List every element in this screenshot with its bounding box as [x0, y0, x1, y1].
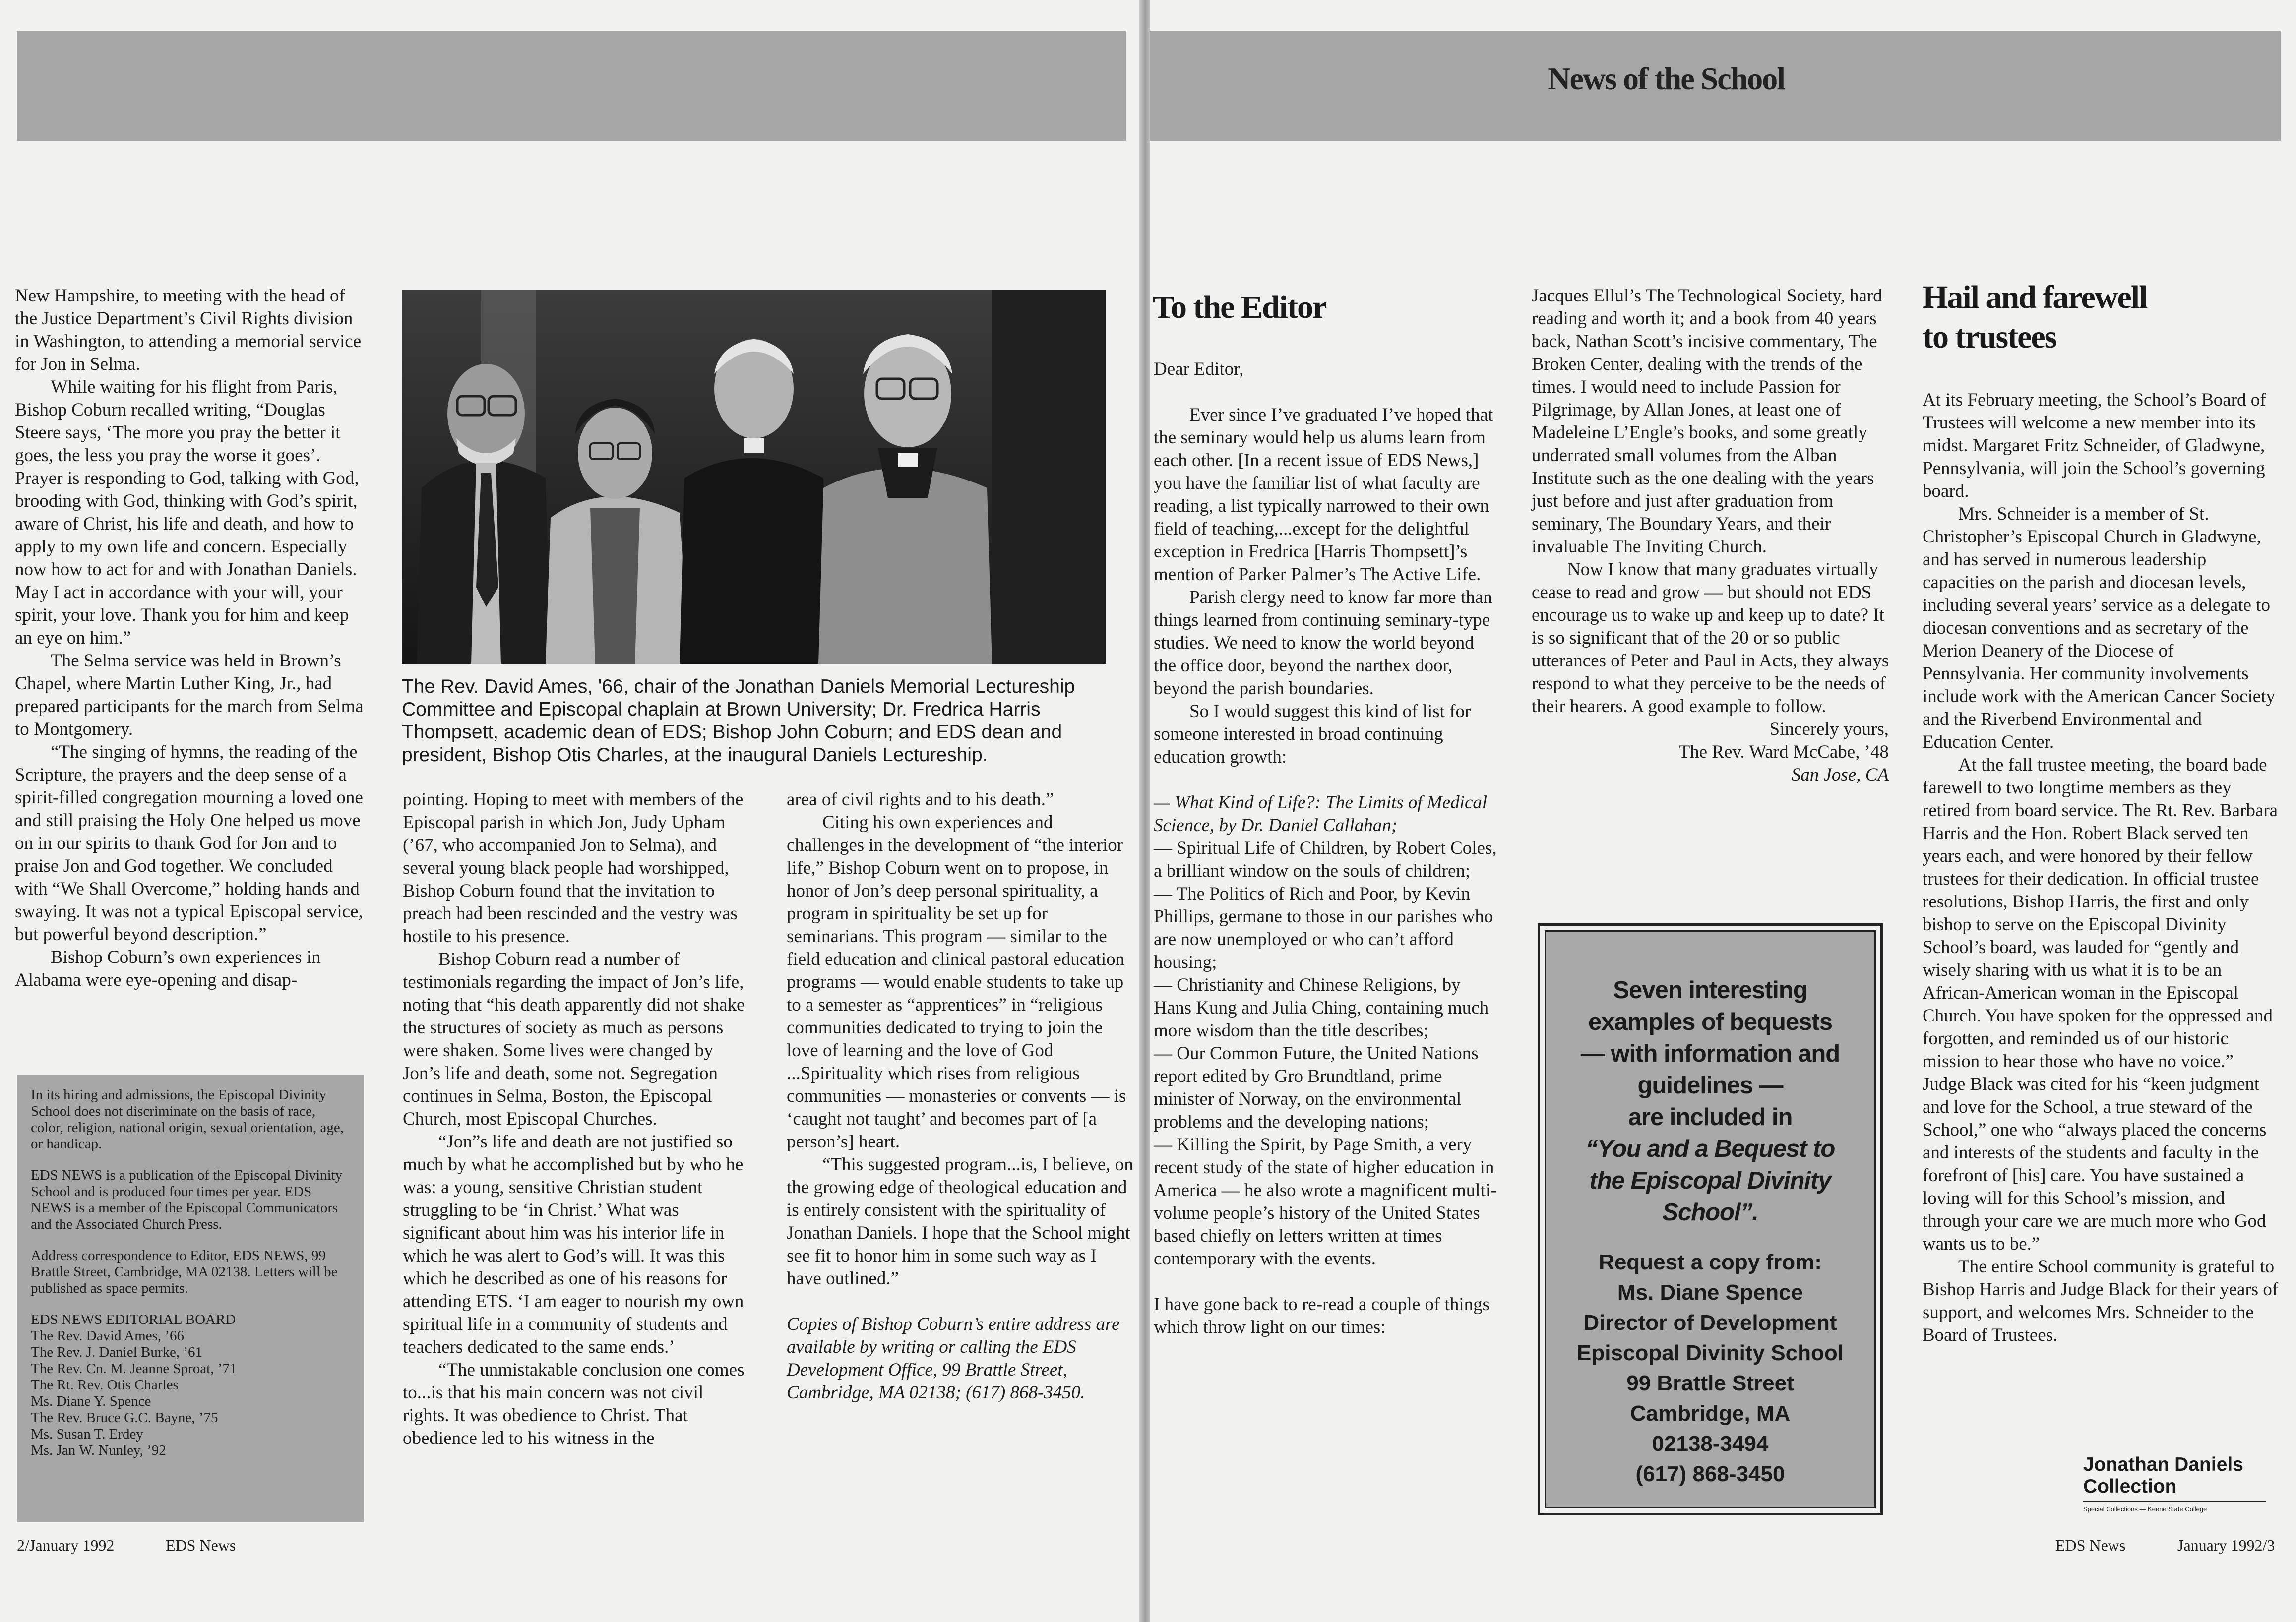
paragraph: Now I know that many graduates virtually cease to read and grow — but should not EDS encourage us to wake up and keep up to date? It is so significant that of the 20 or so public utterances of Peter and Paul in Acts, they always respond to what they perceive to be the needs of their hearers. A good example to follow.: [1532, 559, 1889, 717]
ad-contact: Director of Development: [1583, 1311, 1837, 1335]
paragraph: Ever since I’ve graduated I’ve hoped that the seminary would help us alums learn from each other. [In a recent issue of EDS News,] you have the familiar list of what faculty are reading, a list typically narrowed to their own field of teaching,...except for the delightful exception in Fredrica [Harris Thompsett]’s mention of Parker Palmer’s The Active Life.: [1154, 405, 1493, 585]
paragraph: “The singing of hymns, the reading of the Scripture, the prayers and the deep sense of a spirit-filled congregation mourning a loved one and still praising the Holy One helped us move on in our spirits to thank God for Jon and to praise Jon and God together. We concluded with “We Shall Overcome,” holding hands and swaying. It was not a typical Episcopal service, but powerful beyond description.”: [15, 742, 363, 945]
paragraph: At its February meeting, the School’s Board of Trustees will welcome a new member into its midst. Margaret Fritz Schneider, of Gladwyne, Pennsylvania, will join the School’s governing board.: [1923, 390, 2266, 501]
header-band: [17, 31, 1126, 141]
trustees-column: [1923, 389, 2280, 1347]
trustees-headline: [1923, 278, 2147, 357]
masthead-infobox: [17, 1075, 364, 1522]
reading-list-item: — Christianity and Chinese Religions, by Hans Kung and Julia Ching, containing much more wisdom than the title describes;: [1154, 975, 1489, 1041]
ad-booklet-title: “You and a Bequest to: [1585, 1136, 1835, 1162]
paragraph: “The unmistakable conclusion one comes to...is that his main concern was not civil rights. It was obedience to Christ. That obedience led to his witness in the: [403, 1360, 745, 1448]
paragraph: Jacques Ellul’s The Technological Society, hard reading and worth it; and a book from 40 years back, Nathan Scott’s incisive commentary, The Broken Center, dealing with the trends of the times. I would need to include Passion for Pilgrimage, by Allan Jones, at least one of Madeleine L’Engle’s books, and some greatly underrated small volumes from the Alban Institute such as the one dealing with the years just before and just after graduation from seminary, The Boundary Years, and their invaluable The Inviting Church.: [1532, 286, 1882, 557]
page-number-right: January 1992/3: [2177, 1536, 2275, 1554]
ad-contact: Request a copy from:: [1599, 1250, 1822, 1274]
paragraph: “This suggested program...is, I believe, on the growing edge of theological education and is entirely consistent with the spirituality of Jonathan Daniels. I hope that the School might see fit to honor him in some such way as I have outlined.”: [787, 1154, 1133, 1289]
collection-stamp-title: Jonathan Daniels: [2083, 1454, 2243, 1475]
reading-list-item: — Killing the Spirit, by Page Smith, a very recent study of the state of higher education in America — he also wrote a magnificent multi-volume people’s history of the United States based chiefly on letters written at times contemporary with the events.: [1154, 1135, 1497, 1269]
paragraph: At the fall trustee meeting, the board bade farewell to two longtime members as they retired from board service. The Rt. Rev. Barbara Harris and the Hon. Robert Black served ten years each, and were honored by their fellow trustees for their dedication. In official trustee resolutions, Bishop Harris, the first and only bishop to serve on the Episcopal Divinity School’s board, was lauded for “gently and wisely sharing with us what it is to be an African-American woman in the Episcopal Church. You have spoken for the oppressed and forgotten, and reminded us of our historic mission to hear those who have no voice.” Judge Black was cited for his “keen judgment and love for the School, a true steward of the School,” one who “always placed the concerns and interests of the students and faculty in the forefront of [his] care. You have sustained a loving will for this School’s mission, and through your care we are much more who God wants us to be.”: [1923, 755, 2278, 1254]
reading-list-item: — What Kind of Life?: The Limits of Medical Science, by Dr. Daniel Callahan;: [1154, 792, 1488, 836]
paragraph: Bishop Coburn’s own experiences in Alabama were eye-opening and disap-: [15, 947, 321, 990]
ad-contact: Ms. Diane Spence: [1617, 1280, 1803, 1305]
bequest-advertisement: [1538, 923, 1883, 1515]
paragraph: Parish clergy need to know far more than things learned from continuing seminary-type studies. We need to know the world beyond the office door, beyond the narthex door, beyond the parish boundaries.: [1154, 587, 1492, 699]
board-member: The Rev. David Ames, ’66: [31, 1328, 185, 1344]
publication-name-left: EDS News: [166, 1536, 236, 1554]
letter-signature: The Rev. Ward McCabe, ’48: [1678, 742, 1889, 762]
right-page: [1150, 0, 2296, 1622]
ad-text: examples of bequests: [1588, 1009, 1832, 1035]
section-title: News of the School: [1548, 61, 1785, 96]
paragraph: “Jon”s life and death are not justified so much by what he accomplished but by who he was: a young, sensitive Christian student struggling to be ‘in Christ.’ What was significant about him was his interior life in which he was alert to God’s will. It was this which he described as one of his reasons for attending ETS. ‘I am eager to nourish my own spiritual life in a community of students and teachers dedicated to the same ends.’: [403, 1132, 744, 1357]
trustees-headline-line: Hail and farewell: [1923, 279, 2147, 315]
collection-stamp: [2083, 1454, 2266, 1513]
board-member: The Rt. Rev. Otis Charles: [31, 1377, 179, 1393]
letter-location: San Jose, CA: [1791, 765, 1889, 785]
ad-text: are included in: [1628, 1104, 1793, 1131]
article-column-2: [403, 788, 750, 1450]
paragraph: Mrs. Schneider is a member of St. Christopher’s Episcopal Church in Gladwyne, and has served in numerous leadership capacities on the parish and diocesan levels, including several years’ service as a delegate to diocesan conventions and as secretary of the Merion Deanery of the Diocese of Pennsylvania. Her community involvements include work with the American Cancer Society and the Riverbend Environmental and Education Center.: [1923, 504, 2276, 752]
paragraph: The Selma service was held in Brown’s Chapel, where Martin Luther King, Jr., had prepared participants for the march from Selma to Montgomery.: [15, 651, 364, 739]
ad-booklet-title: School”.: [1662, 1199, 1758, 1226]
bequest-advertisement-panel: [1545, 930, 1876, 1508]
letter-column-1: [1154, 358, 1501, 1339]
correspondence-address: Address correspondence to Editor, EDS NEWS, 99 Brattle Street, Cambridge, MA 02138. Letters will be published as space permits.: [31, 1248, 338, 1296]
paragraph: The entire School community is grateful to Bishop Harris and Judge Black for their years of support, and welcomes Mrs. Schneider to the Board of Trustees.: [1923, 1257, 2279, 1345]
article-column-3: [787, 788, 1134, 1404]
address-note: Copies of Bishop Coburn’s entire address are available by writing or calling the EDS Development Office, 99 Brattle Street, Cambridge, MA 02138; (617) 868-3450.: [787, 1314, 1120, 1403]
letter-column-2: [1532, 285, 1899, 786]
paragraph: pointing. Hoping to meet with members of the Episcopal parish in which Jon, Judy Upham (’67, who accompanied Jon to Selma), and several young black people had worshipped, Bishop Coburn found that the invitation to preach had been rescinded and the vestry was hostile to his presence.: [403, 789, 744, 947]
board-member: Ms. Diane Y. Spence: [31, 1393, 151, 1409]
ad-contact: 02138-3494: [1652, 1432, 1769, 1456]
publication-statement: EDS NEWS is a publication of the Episcopal Divinity School and is produced four times per year. EDS NEWS is a member of the Episcopal Communicators and the Associated Church Press.: [31, 1167, 343, 1232]
reading-list-item: — Our Common Future, the United Nations report edited by Gro Brundtland, prime minister of Norway, on the environmental problems and the developing nations;: [1154, 1043, 1479, 1132]
collection-stamp-rule: [2083, 1501, 2266, 1502]
photo-illustration: [402, 290, 1106, 664]
ad-contact: 99 Brattle Street: [1626, 1371, 1794, 1395]
editor-headline: To the Editor: [1153, 289, 1326, 325]
board-member: The Rev. Bruce G.C. Bayne, ’75: [31, 1410, 218, 1426]
reading-list-item: — The Politics of Rich and Poor, by Kevin Phillips, germane to those in our parishes who are now unemployed or who can’t afford housing;: [1154, 884, 1493, 972]
paragraph: Citing his own experiences and challenges in the development of “the interior life,” Bishop Coburn went on to propose, in honor of Jon’s deep personal spirituality, a program in spirituality be set up for seminarians. This program — similar to the field education and clinical pastoral education programs — would enable students to take up to a semester as “apprentices” in “religious communities dedicated to trying to join the love of learning and the love of God ...Spirituality which rises from religious communities — monasteries or convents — is ‘caught not taught’ and becomes part of [a person’s] heart.: [787, 812, 1126, 1152]
ad-contact: Episcopal Divinity School: [1577, 1341, 1844, 1365]
letter-closing: Sincerely yours,: [1769, 719, 1889, 739]
salutation: Dear Editor,: [1154, 359, 1244, 379]
board-member: The Rev. Cn. M. Jeanne Sproat, ’71: [31, 1361, 237, 1377]
reading-list-item: — Spiritual Life of Children, by Robert Coles, a brilliant window on the souls of children;: [1154, 838, 1497, 881]
paragraph: Bishop Coburn read a number of testimonials regarding the impact of Jon’s life, noting that “his death apparently did not shake the structures of society as much as persons were shaken. Some lives were changed by Jon’s life and death, some not. Segregation continues in Selma, Boston, the Episcopal Church, most Episcopal Churches.: [403, 949, 745, 1129]
ad-contact: Cambridge, MA: [1630, 1401, 1791, 1426]
left-page: [0, 0, 1141, 1622]
board-member: The Rev. J. Daniel Burke, ’61: [31, 1344, 203, 1360]
paragraph: While waiting for his flight from Paris, Bishop Coburn recalled writing, “Douglas Steere says, ‘The more you pray the better it goes, the less you pray the worse it goes’. Prayer is responding to God, talking with God, brooding with God, thinking with God’s spirit, aware of Christ, his life and death, and how to apply to my own life and concern. Especially now how to act for and with Jonathan Daniels. May I act in accordance with your will, your spirit, your love. Thank you for him and keep an eye on him.”: [15, 377, 359, 648]
paragraph: area of civil rights and to his death.”: [787, 789, 1054, 810]
board-member: Ms. Jan W. Nunley, ’92: [31, 1442, 166, 1458]
editorial-board: [31, 1312, 350, 1459]
ad-contact: (617) 868-3450: [1635, 1462, 1785, 1486]
ad-text: Seven interesting: [1613, 977, 1807, 1004]
trustees-headline-line: to trustees: [1923, 319, 2056, 355]
lectureship-photo: [402, 290, 1106, 664]
article-column-1: [15, 285, 366, 992]
ad-booklet-title: the Episcopal Divinity: [1589, 1167, 1831, 1194]
paragraph: New Hampshire, to meeting with the head of the Justice Department’s Civil Rights division in Washington, to attending a memorial service for Jon in Selma.: [15, 286, 362, 374]
paragraph: So I would suggest this kind of list for someone interested in broad continuing education growth:: [1154, 701, 1471, 767]
ad-text: — with information and: [1580, 1040, 1840, 1067]
page-number-left: 2/January 1992: [17, 1536, 115, 1554]
board-member: Ms. Susan T. Erdey: [31, 1426, 143, 1442]
ad-text: guidelines —: [1637, 1072, 1783, 1099]
photo-caption: The Rev. David Ames, '66, chair of the Jonathan Daniels Memorial Lectureship Committee and Episcopal chaplain at Brown University; Dr. Fredrica Harris Thompsett, academic dean of EDS; Bishop John Coburn; and EDS dean and president, Bishop Otis Charles, at the inaugural Daniels Lectureship.: [402, 676, 1075, 766]
collection-stamp-title: Collection: [2083, 1476, 2177, 1497]
paragraph: I have gone back to re-read a couple of things which throw light on our times:: [1154, 1294, 1490, 1337]
nondiscrimination-statement: In its hiring and admissions, the Episcopal Divinity School does not discriminate on the basis of race, color, religion, national origin, sexual orientation, age, or handicap.: [31, 1087, 344, 1152]
publication-name-right: EDS News: [2055, 1536, 2126, 1554]
editorial-board-title: EDS NEWS EDITORIAL BOARD: [31, 1312, 236, 1327]
header-band: [1150, 31, 2281, 141]
collection-stamp-subtitle: Special Collections — Keene State College: [2083, 1505, 2207, 1513]
